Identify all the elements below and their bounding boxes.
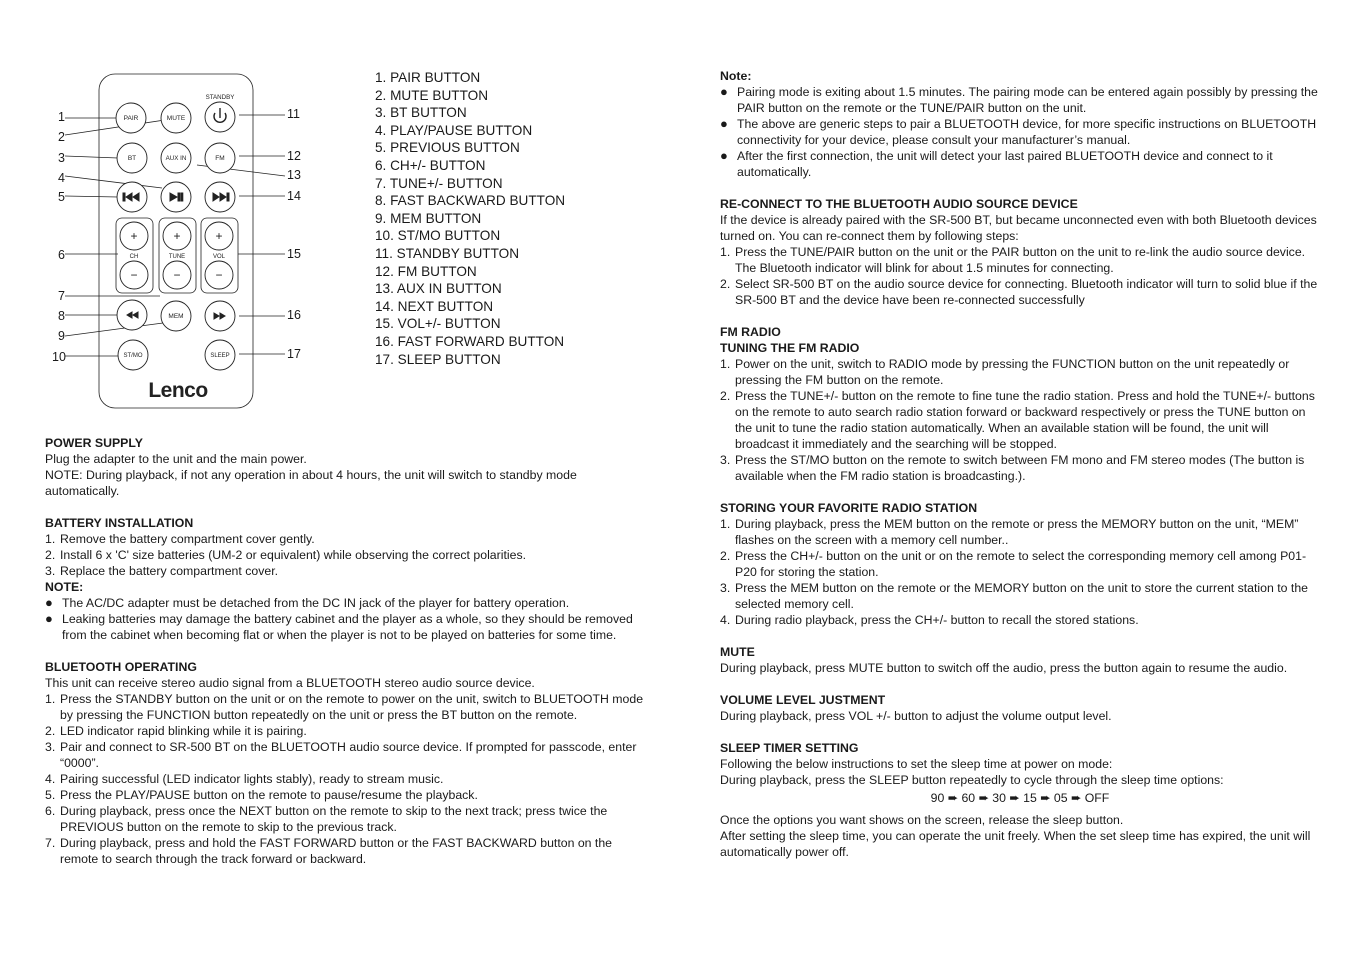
legend-item: 16. FAST FORWARD BUTTON <box>375 333 565 349</box>
list-number: 1. <box>45 532 56 546</box>
list-number: 3. <box>720 581 731 595</box>
list-item <box>720 356 1320 388</box>
callout-14: 14 <box>287 189 301 203</box>
remote-diagram <box>50 70 320 415</box>
list-item <box>45 835 645 867</box>
bullet-icon: ● <box>720 148 728 163</box>
list-item <box>45 547 645 563</box>
list-text: Press the ST/MO button on the remote to switch between FM mono and FM stereo modes (The button is available when the FM radio station is broadcasting.). <box>735 453 1305 483</box>
legend-item: 4. PLAY/PAUSE BUTTON <box>375 122 533 138</box>
list-number: 6. <box>45 804 56 818</box>
power-supply-section <box>45 435 645 499</box>
list-item <box>45 691 645 723</box>
list-text: Replace the battery compartment cover. <box>60 564 279 578</box>
remote-label-fm: FM <box>215 155 225 162</box>
callout-2: 2 <box>58 130 65 144</box>
list-item <box>720 548 1320 580</box>
list-text: During radio playback, press the CH+/- button to recall the stored stations. <box>735 613 1139 627</box>
storing-section <box>720 500 1320 628</box>
callout-17: 17 <box>287 347 301 361</box>
list-number: 2. <box>45 724 56 738</box>
fm-radio-section <box>720 324 1320 484</box>
sleep-options: 90 ➨ 60 ➨ 30 ➨ 15 ➨ 05 ➨ OFF <box>930 791 1110 805</box>
list-number: 3. <box>45 564 56 578</box>
list-text: Select SR-500 BT on the audio source device for connecting. Bluetooth indicator will turn to solid blue if the SR-500 BT and the device have been re-connected successfully <box>735 277 1318 307</box>
list-text: Press the PLAY/PAUSE button on the remote to pause/resume the playback. <box>60 788 478 802</box>
remote-label-ch: CH <box>129 254 139 260</box>
remote-label-standby: STANDBY <box>205 94 235 101</box>
paragraph: Plug the adapter to the unit and the main power. <box>45 452 307 466</box>
bluetooth-section <box>45 659 645 867</box>
list-number: 1. <box>720 517 731 531</box>
legend-item: 14. NEXT BUTTON <box>375 298 494 314</box>
callout-6: 6 <box>58 248 65 262</box>
callout-16: 16 <box>287 308 301 322</box>
list-item <box>45 787 645 803</box>
bullet-icon: ● <box>45 611 53 626</box>
legend-item: 13. AUX IN BUTTON <box>375 281 502 297</box>
remote-label-bt: BT <box>127 155 137 162</box>
section-heading: FM RADIO <box>720 325 781 339</box>
note-section <box>720 68 1320 180</box>
list-number: 5. <box>45 788 56 802</box>
legend-item: 8. FAST BACKWARD BUTTON <box>375 193 566 209</box>
list-number: 2. <box>720 277 731 291</box>
list-number: 1. <box>720 245 731 259</box>
list-number: 2. <box>720 389 731 403</box>
remote-label-tune: TUNE <box>168 254 186 260</box>
remote-label-vol: VOL <box>212 254 226 260</box>
bullet-text: After the first connection, the unit will detect your last paired BLUETOOTH device and connect to it automatically. <box>737 149 1273 179</box>
list-item <box>720 580 1320 612</box>
bullet-icon: ● <box>720 84 728 99</box>
list-text: During playback, press once the NEXT button on the remote to skip to the next track; press twice the PREVIOUS button on the remote to skip to the previous track. <box>60 804 608 834</box>
paragraph: If the device is already paired with the SR-500 BT, but became unconnected even with both Bluetooth devices turned on. You can re-connect them by following steps: <box>720 213 1317 243</box>
callout-5: 5 <box>58 190 65 204</box>
brand-logo: Lenco <box>148 379 208 402</box>
left-column <box>45 435 645 883</box>
legend-item: 6. CH+/- BUTTON <box>375 157 486 173</box>
list-item <box>720 388 1320 452</box>
bullet-item <box>720 116 1320 148</box>
paragraph: During playback, press the SLEEP button repeatedly to cycle through the sleep time options: <box>720 773 1224 787</box>
callout-12: 12 <box>287 149 301 163</box>
bullet-item <box>720 148 1320 180</box>
remote-label-mute: MUTE <box>166 115 186 122</box>
list-text: Press the TUNE+/- button on the remote to fine tune the radio station. Press and hold the TUNE+/- buttons on the remote to auto search radio station forward or backward respectively or press the TUNE button on the unit to tune the radio station automatically. When an available station will be found, the unit will broadcast it immediately and the searching will be stopped. <box>735 389 1315 451</box>
list-item <box>720 516 1320 548</box>
callout-7: 7 <box>58 289 65 303</box>
legend-item: 9. MEM BUTTON <box>375 210 482 226</box>
legend-item: 2. MUTE BUTTON <box>375 87 489 103</box>
bullet-icon: ● <box>720 116 728 131</box>
legend-item: 17. SLEEP BUTTON <box>375 351 501 367</box>
legend-item: 12. FM BUTTON <box>375 263 477 279</box>
reconnect-section <box>720 196 1320 308</box>
list-item <box>720 244 1320 276</box>
next-icon <box>213 193 229 201</box>
paragraph: During playback, press MUTE button to switch off the audio, press the button again to resume the audio. <box>720 661 1288 675</box>
list-item <box>45 739 645 771</box>
list-number: 7. <box>45 836 56 850</box>
section-heading: MUTE <box>720 645 755 659</box>
bullet-text: Leaking batteries may damage the battery cabinet and the player as a whole, so they should be removed from the cabinet when becoming flat or when the player is not to be played on batteries for some time. <box>62 612 633 642</box>
bullet-item <box>45 595 645 611</box>
list-item <box>720 276 1320 308</box>
list-text: Install 6 x 'C' size batteries (UM-2 or equivalent) while observing the correct polarities. <box>60 548 527 562</box>
callout-8: 8 <box>58 309 65 323</box>
list-item <box>45 771 645 787</box>
list-number: 3. <box>720 453 731 467</box>
paragraph: During playback, press VOL +/- button to adjust the volume output level. <box>720 709 1112 723</box>
list-item <box>720 452 1320 484</box>
legend-item: 11. STANDBY BUTTON <box>375 245 520 261</box>
paragraph: After setting the sleep time, you can operate the unit freely. When the set sleep time has expired, the unit will automatically power off. <box>720 829 1311 859</box>
remote-label-ch-plus: + <box>130 229 138 243</box>
list-item <box>45 723 645 739</box>
remote-label-tune-plus: + <box>173 229 181 243</box>
list-text: Pairing successful (LED indicator lights stably), ready to stream music. <box>60 772 444 786</box>
legend-item: 3. BT BUTTON <box>375 105 467 121</box>
section-heading: BATTERY INSTALLATION <box>45 516 194 530</box>
list-number: 2. <box>720 549 731 563</box>
remote-label-mem: MEM <box>168 313 184 320</box>
bullet-icon: ● <box>45 595 53 610</box>
list-number: 4. <box>45 772 56 786</box>
list-number: 1. <box>45 692 56 706</box>
callout-4: 4 <box>58 171 65 185</box>
remote-illustration <box>50 70 320 415</box>
note-heading: NOTE: <box>45 580 84 594</box>
list-text: LED indicator rapid blinking while it is pairing. <box>60 724 307 738</box>
remote-label-aux-in: AUX IN <box>165 155 187 162</box>
remote-label-sleep: SLEEP <box>210 353 230 359</box>
callout-15: 15 <box>287 247 301 261</box>
callout-10: 10 <box>52 350 66 364</box>
list-text: During playback, press the MEM button on the remote or press the MEMORY button on the unit, “MEM” flashes on the screen with a memory cell number.. <box>735 517 1299 547</box>
list-item <box>45 803 645 835</box>
bullet-item <box>720 84 1320 116</box>
list-number: 2. <box>45 548 56 562</box>
list-item <box>45 563 645 579</box>
section-heading: RE-CONNECT TO THE BLUETOOTH AUDIO SOURCE DEVICE <box>720 197 1078 211</box>
callout-13: 13 <box>287 168 301 182</box>
legend-item: 5. PREVIOUS BUTTON <box>375 140 520 156</box>
section-heading: BLUETOOTH OPERATING <box>45 660 197 674</box>
callout-3: 3 <box>58 151 65 165</box>
section-heading: VOLUME LEVEL JUSTMENT <box>720 693 886 707</box>
mute-section <box>720 644 1320 676</box>
paragraph: This unit can receive stereo audio signal from a BLUETOOTH stereo audio source device. <box>45 676 535 690</box>
list-number: 1. <box>720 357 731 371</box>
remote-label-vol-minus: − <box>215 268 223 282</box>
right-column <box>720 68 1320 876</box>
battery-section <box>45 515 645 643</box>
list-text: Remove the battery compartment cover gently. <box>60 532 315 546</box>
list-text: Press the CH+/- button on the unit or on the remote to select the corresponding memory cell among P01-P20 for storing the station. <box>735 549 1307 579</box>
section-heading: SLEEP TIMER SETTING <box>720 741 859 755</box>
volume-section <box>720 692 1320 724</box>
list-item <box>720 612 1320 628</box>
remote-label-tune-minus: − <box>173 268 181 282</box>
list-text: Pair and connect to SR-500 BT on the BLUETOOTH audio source device. If prompted for passcode, enter “0000”. <box>60 740 637 770</box>
button-legend <box>375 69 565 368</box>
callout-9: 9 <box>58 329 65 343</box>
section-subheading: TUNING THE FM RADIO <box>720 341 860 355</box>
remote-label-ch-minus: − <box>130 268 138 282</box>
legend-item: 10. ST/MO BUTTON <box>375 228 501 244</box>
remote-label-pair: PAIR <box>123 115 139 122</box>
list-number: 4. <box>720 613 731 627</box>
section-heading: STORING YOUR FAVORITE RADIO STATION <box>720 501 978 515</box>
list-text: Press the TUNE/PAIR button on the unit or the PAIR button on the unit to re-link the audio source device. The Bluetooth indicator will blink for about 1.5 minutes for connecting. <box>735 245 1306 275</box>
bullet-text: Pairing mode is exiting about 1.5 minutes. The pairing mode can be entered again possibly by pressing the PAIR button on the remote or the TUNE/PAIR button on the unit. <box>737 85 1318 115</box>
previous-icon <box>123 193 139 201</box>
sleep-timer-section <box>720 740 1320 860</box>
section-heading: POWER SUPPLY <box>45 436 143 450</box>
callout-11: 11 <box>287 107 300 121</box>
legend-item: 7. TUNE+/- BUTTON <box>375 175 503 191</box>
bullet-text: The above are generic steps to pair a BLUETOOTH device, for more specific instructions on BLUETOOTH connectivity for your device, please consult your manufacturer’s manual. <box>737 117 1317 147</box>
list-number: 3. <box>45 740 56 754</box>
callout-1: 1 <box>58 110 65 124</box>
list-text: Press the STANDBY button on the unit or on the remote to power on the unit, switch to BLUETOOTH mode by pressing the FUNCTION button repeatedly on the unit or press the BT button on the remote. <box>60 692 644 722</box>
remote-label-stmo: ST/MO <box>123 353 143 359</box>
list-item <box>45 531 645 547</box>
bullet-text: The AC/DC adapter must be detached from the DC IN jack of the player for battery operation. <box>62 596 570 610</box>
paragraph: Once the options you want shows on the screen, release the sleep button. <box>720 813 1124 827</box>
bullet-item <box>45 611 645 643</box>
paragraph: NOTE: During playback, if not any operation in about 4 hours, the unit will switch to standby mode automatically. <box>45 468 577 498</box>
list-text: Press the MEM button on the remote or the MEMORY button on the unit to store the current station to the selected memory cell. <box>735 581 1309 611</box>
section-heading: Note: <box>720 69 752 83</box>
list-text: During playback, press and hold the FAST FORWARD button or the FAST BACKWARD button on the remote to search through the track forward or backward. <box>60 836 613 866</box>
remote-label-vol-plus: + <box>215 229 223 243</box>
legend-item: 1. PAIR BUTTON <box>375 70 481 85</box>
legend-item: 15. VOL+/- BUTTON <box>375 316 501 332</box>
list-text: Power on the unit, switch to RADIO mode by pressing the FUNCTION button on the unit repeatedly or pressing the FM button on the remote. <box>735 357 1290 387</box>
paragraph: Following the below instructions to set the sleep time at power on mode: <box>720 757 1113 771</box>
